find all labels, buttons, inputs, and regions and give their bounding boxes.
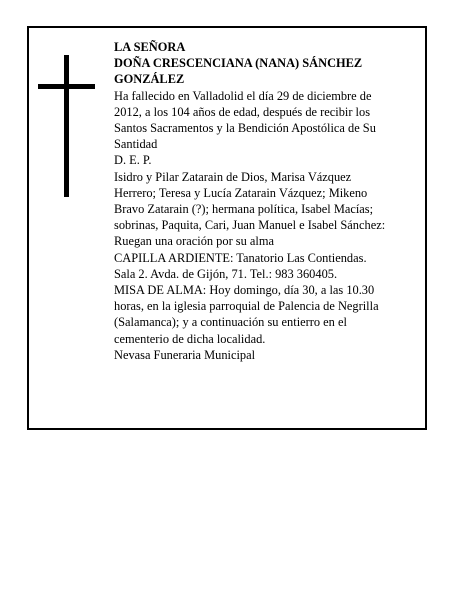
- body-line: Santos Sacramentos y la Bendición Apostólica de Su: [114, 121, 376, 136]
- body-line: D. E. P.: [114, 153, 152, 168]
- body-line: Ruegan una oración por su alma: [114, 234, 274, 249]
- body-line: CAPILLA ARDIENTE: Tanatorio Las Contiendas.: [114, 250, 367, 265]
- obituary-text: [114, 39, 418, 363]
- body-line: Sala 2. Avda. de Gijón, 71. Tel.: 983 360405.: [114, 266, 338, 281]
- body-line: Bravo Zatarain (?); hermana política, Isabel Macías;: [114, 202, 374, 217]
- body-line: cementerio de dicha localidad.: [114, 331, 266, 346]
- cross-horizontal-bar: [38, 84, 95, 89]
- body-line: sobrinas, Paquita, Cari, Juan Manuel e Isabel Sánchez:: [114, 218, 386, 233]
- title-line: GONZÁLEZ: [114, 72, 185, 87]
- body-line: Ha fallecido en Valladolid el día 29 de diciembre de: [114, 88, 372, 103]
- title-line: LA SEÑORA: [114, 40, 186, 54]
- body-line: Nevasa Funeraria Municipal: [114, 347, 256, 362]
- cross-icon: [38, 55, 95, 197]
- body-line: Isidro y Pilar Zatarain de Dios, Marisa Vázquez: [114, 169, 352, 184]
- body-line: MISA DE ALMA: Hoy domingo, día 30, a las 10.30: [114, 283, 375, 298]
- body-line: 2012, a los 104 años de edad, después de recibir los: [114, 104, 371, 119]
- body-line: Herrero; Teresa y Lucía Zatarain Vázquez; Mikeno: [114, 185, 368, 200]
- cross-vertical-bar: [64, 55, 69, 197]
- title-line: DOÑA CRESCENCIANA (NANA) SÁNCHEZ: [114, 56, 363, 71]
- body-line: Santidad: [114, 137, 158, 152]
- body-line: (Salamanca); y a continuación su entierro en el: [114, 315, 347, 330]
- body-line: horas, en la iglesia parroquial de Palencia de Negrilla: [114, 299, 379, 314]
